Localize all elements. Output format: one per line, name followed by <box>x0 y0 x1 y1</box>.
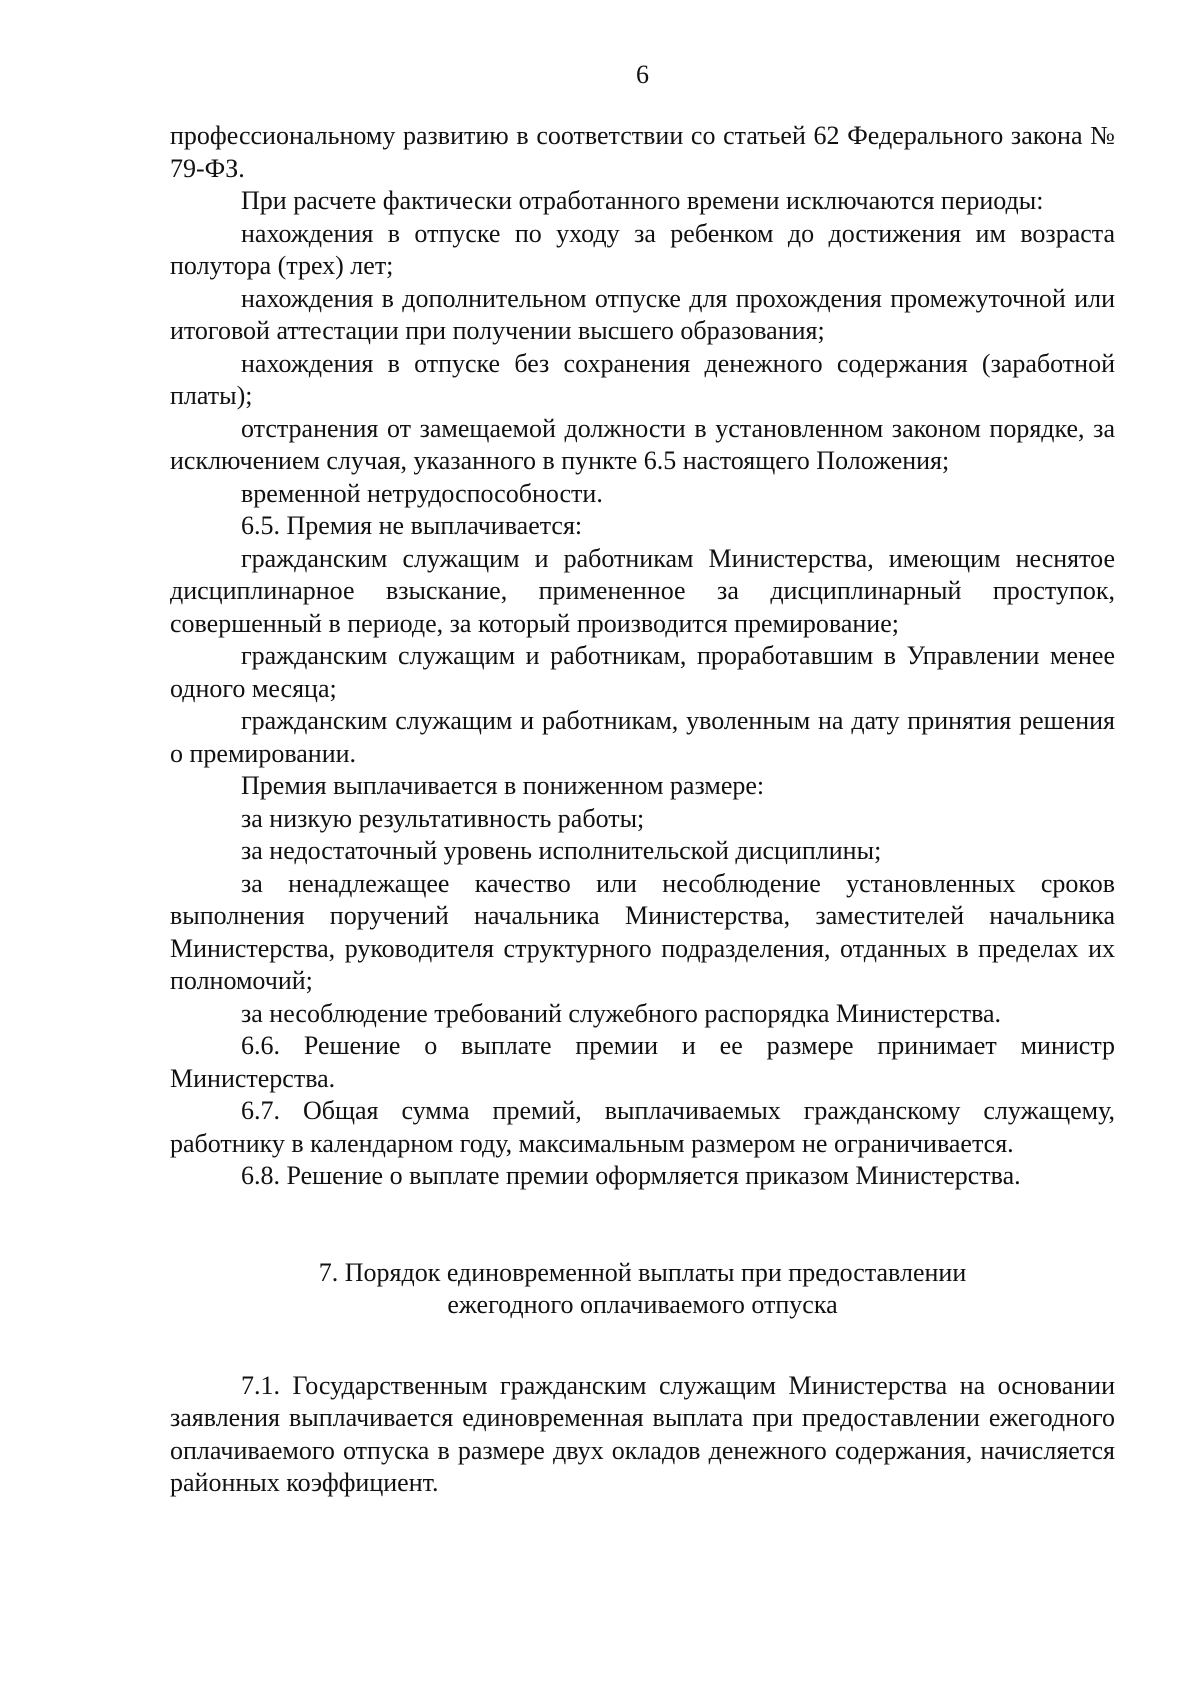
paragraph: за ненадлежащее качество или несоблюдение установленных сроков выполнения поручений начальника Министерства, заместителей начальника Министерства, руководителя структурного подразделения, отданных в пределах их полномочий; <box>170 868 1115 995</box>
paragraph: 6.7. Общая сумма премий, выплачиваемых гражданскому служащему, работнику в календарном году, максимальным размером не ограничивается. <box>170 1096 1115 1158</box>
section-heading-line-2: ежегодного оплачиваемого отпуска <box>447 1290 838 1319</box>
paragraph: за недостаточный уровень исполнительской дисциплины; <box>241 836 882 865</box>
paragraph: 6.5. Премия не выплачивается: <box>241 511 583 540</box>
paragraph: Премия выплачивается в пониженном размере: <box>241 771 765 800</box>
paragraph: гражданским служащим и работникам, уволенным на дату принятия решения о премировании. <box>170 706 1115 768</box>
paragraph: профессиональному развитию в соответствии со статьей 62 Федерального закона № 79-ФЗ. <box>170 121 1115 183</box>
paragraph: отстранения от замещаемой должности в установленном законом порядке, за исключением случая, указанного в пункте 6.5 настоящего Положения; <box>170 413 1115 475</box>
page-number: 6 <box>636 60 649 89</box>
paragraph: нахождения в дополнительном отпуске для прохождения промежуточной или итоговой аттестации при получении высшего образования; <box>170 283 1115 345</box>
paragraph: нахождения в отпуске без сохранения денежного содержания (заработной платы); <box>170 348 1115 410</box>
paragraph: временной нетрудоспособности. <box>241 478 603 508</box>
document-page <box>170 60 1115 1500</box>
body-text-section-7 <box>170 1370 1115 1500</box>
section-heading <box>170 1257 1115 1322</box>
paragraph: 6.8. Решение о выплате премии оформляется приказом Министерства. <box>241 1161 1021 1190</box>
paragraph: за несоблюдение требований служебного распорядка Министерства. <box>241 998 1002 1028</box>
paragraph: гражданским служащим и работникам, проработавшим в Управлении менее одного месяца; <box>170 641 1115 703</box>
body-text-section-6 <box>170 120 1115 1193</box>
paragraph: 6.6. Решение о выплате премии и ее размере принимает министр Министерства. <box>170 1031 1115 1093</box>
paragraph: нахождения в отпуске по уходу за ребенком до достижения им возраста полутора (трех) лет; <box>170 218 1115 280</box>
paragraph: гражданским служащим и работникам Министерства, имеющим неснятое дисциплинарное взыскание, примененное за дисциплинарный проступок, совершенный в периоде, за который производится премирование; <box>170 543 1115 638</box>
paragraph: за низкую результативность работы; <box>241 803 645 833</box>
paragraph: 7.1. Государственным гражданским служащим Министерства на основании заявления выплачивается единовременная выплата при предоставлении ежегодного оплачиваемого отпуска в размере двух окладов денежного содержания, начисляется районных коэффициент. <box>170 1370 1115 1497</box>
paragraph: При расчете фактически отработанного времени исключаются периоды: <box>241 186 1044 215</box>
section-heading-line-1: 7. Порядок единовременной выплаты при предоставлении <box>318 1257 967 1287</box>
